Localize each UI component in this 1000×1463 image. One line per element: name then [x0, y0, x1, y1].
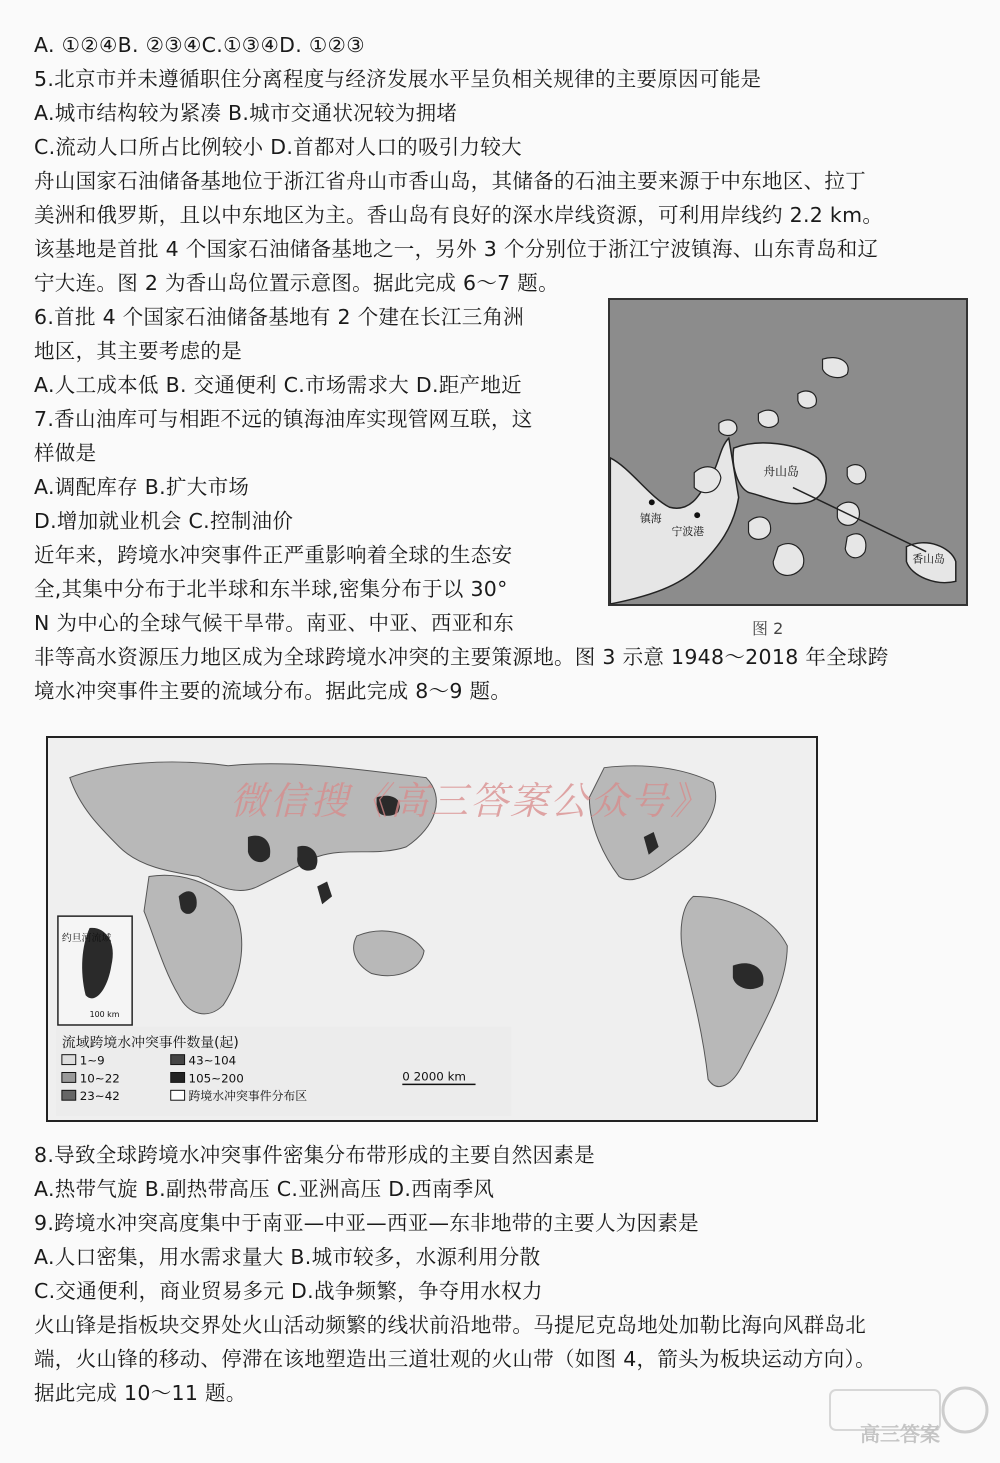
- question-6: 6.首批 4 个国家石油储备基地有 2 个建在长江三角洲: [34, 305, 525, 329]
- passage-water-2: 全,其集中分布于北半球和东半球,密集分布于以 30°: [34, 577, 508, 601]
- site-logo: [820, 1380, 990, 1458]
- label-xiangshan: 香山岛: [912, 552, 945, 566]
- q8-options: A.热带气旋 B.副热带高压 C.亚洲高压 D.西南季风: [34, 1177, 495, 1201]
- q6-options: A.人工成本低 B. 交通便利 C.市场需求大 D.距产地近: [34, 373, 522, 397]
- question-5: 5.北京市并未遵循职住分离程度与经济发展水平呈负相关规律的主要原因可能是: [34, 67, 762, 91]
- label-zhoushan: 舟山岛: [763, 464, 799, 479]
- legend-1: 1~9: [79, 1053, 105, 1068]
- q7-options-ab: A.调配库存 B.扩大市场: [34, 475, 250, 499]
- q9-options-cd: C.交通便利，商业贸易多元 D.战争频繁，争夺用水权力: [34, 1279, 543, 1303]
- legend-title: 流域跨境水冲突事件数量(起): [61, 1034, 239, 1051]
- passage-water-5: 境水冲突事件主要的流域分布。据此完成 8～9 题。: [34, 679, 512, 703]
- q7-options-dc: D.增加就业机会 C.控制油价: [34, 509, 294, 533]
- passage-water-4: 非等高水资源压力地区成为全球跨境水冲突的主要策源地。图 3 示意 1948～2018 年全球跨: [34, 645, 889, 669]
- label-zhenhai: 镇海: [639, 512, 662, 526]
- passage-water-1: 近年来，跨境水冲突事件正严重影响着全球的生态安: [34, 543, 513, 567]
- legend-5: 105~200: [188, 1071, 244, 1086]
- figure-2-map: [608, 298, 968, 606]
- q9-options-ab: A.人口密集，用水需求量大 B.城市较多，水源利用分散: [34, 1245, 541, 1269]
- question-9: 9.跨境水冲突高度集中于南亚—中亚—西亚—东非地带的主要人为因素是: [34, 1211, 699, 1235]
- passage-water-3: N 为中心的全球气候干旱带。南亚、中亚、西亚和东: [34, 611, 515, 635]
- logo-text: 高三答案: [860, 1422, 940, 1446]
- question-7-cont: 样做是: [34, 441, 97, 465]
- q5-options-cd: C.流动人口所占比例较小 D.首都对人口的吸引力较大: [34, 135, 522, 159]
- inset-label: 约旦河流域: [61, 932, 112, 944]
- line-0: A. ①②④B. ②③④C.①③④D. ①②③: [34, 33, 365, 57]
- passage-volcano-3: 据此完成 10～11 题。: [34, 1381, 247, 1405]
- legend-6: 跨境水冲突事件分布区: [188, 1089, 308, 1104]
- passage-oil-4: 宁大连。图 2 为香山岛位置示意图。据此完成 6～7 题。: [34, 271, 559, 295]
- passage-oil-2: 美洲和俄罗斯，且以中东地区为主。香山岛有良好的深水岸线资源，可利用岸线约 2.2 km。: [34, 203, 884, 227]
- legend-4: 43~104: [188, 1053, 237, 1068]
- watermark-text: 微信搜《高三答案公众号》: [230, 779, 711, 823]
- q5-options-ab: A.城市结构较为紧凑 B.城市交通状况较为拥堵: [34, 101, 458, 125]
- passage-volcano-1: 火山锋是指板块交界处火山活动频繁的线状前沿地带。马提尼克岛地处加勒比海向风群岛北: [34, 1313, 866, 1337]
- map-scale: 0 2000 km: [402, 1069, 466, 1084]
- question-8: 8.导致全球跨境水冲突事件密集分布带形成的主要自然因素是: [34, 1143, 595, 1167]
- passage-oil-1: 舟山国家石油储备基地位于浙江省舟山市香山岛，其储备的石油主要来源于中东地区、拉丁: [34, 169, 866, 193]
- legend-3: 23~42: [79, 1089, 120, 1104]
- figure-2-svg: [610, 300, 966, 604]
- question-7: 7.香山油库可与相距不远的镇海油库实现管网互联，这: [34, 407, 533, 431]
- question-6-cont: 地区，其主要考虑的是: [34, 339, 242, 363]
- figure-2-caption: 图 2: [752, 619, 784, 638]
- legend-2: 10~22: [79, 1071, 120, 1086]
- passage-oil-3: 该基地是首批 4 个国家石油储备基地之一，另外 3 个分别位于浙江宁波镇海、山东青岛和辽: [34, 237, 879, 261]
- label-ningbo: 宁波港: [671, 524, 705, 538]
- inset-scale: 100 km: [89, 1010, 120, 1020]
- passage-volcano-2: 端，火山锋的移动、停滞在该地塑造出三道壮观的火山带（如图 4，箭头为板块运动方向）。: [34, 1347, 876, 1371]
